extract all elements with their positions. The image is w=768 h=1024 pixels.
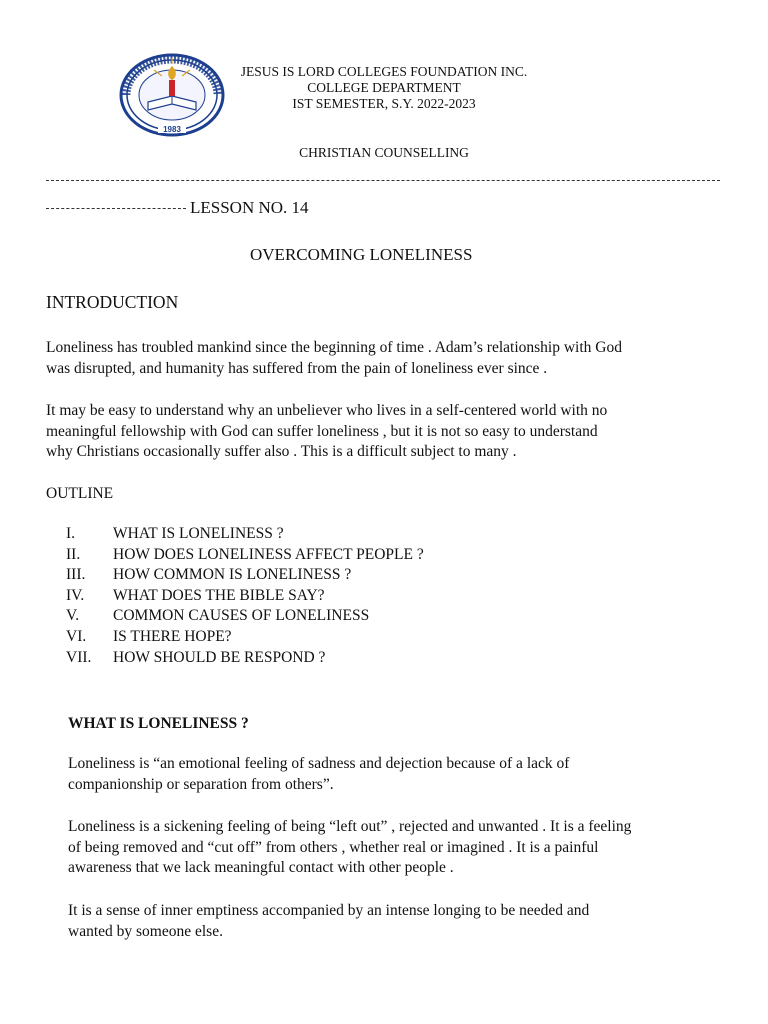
lesson-number: LESSON NO. 14: [190, 198, 309, 217]
text-line: Loneliness is “an emotional feeling of sadness and dejection because of a lack of: [68, 755, 570, 772]
definition-paragraph-1: [68, 754, 569, 795]
department-name: COLLEGE DEPARTMENT: [307, 80, 461, 95]
institution-name: JESUS IS LORD COLLEGES FOUNDATION INC.: [240, 64, 528, 79]
intro-paragraph-1: [46, 338, 622, 379]
header-divider: [46, 180, 720, 181]
definition-paragraph-3: [68, 901, 589, 942]
text-line: It may be easy to understand why an unbeliever who lives in a self-centered world with no: [46, 402, 608, 419]
text-line: was disrupted, and humanity has suffered from the pain of loneliness ever since .: [46, 359, 548, 377]
text-line: wanted by someone else.: [68, 922, 223, 940]
text-line: companionship or separation from others”.: [68, 775, 334, 793]
text-line: awareness that we lack meaningful contact with other people .: [68, 859, 454, 877]
course-name: CHRISTIAN COUNSELLING: [299, 145, 469, 160]
seal-year: 1983: [163, 125, 181, 134]
text-line: of being removed and “cut off” from others , whether real or imagined . It is a painful: [68, 838, 599, 856]
introduction-heading: INTRODUCTION: [46, 292, 179, 312]
text-line: why Christians occasionally suffer also . This is a difficult subject to many .: [46, 443, 517, 461]
section-heading: WHAT IS LONELINESS ?: [68, 715, 249, 732]
outline-heading: OUTLINE: [46, 485, 114, 502]
lesson-leader-line: [46, 208, 186, 209]
semester-label: IST SEMESTER, S.Y. 2022-2023: [292, 96, 476, 111]
definition-paragraph-2: [68, 817, 631, 879]
text-line: Loneliness has troubled mankind since the beginning of time . Adam’s relationship with God: [46, 339, 622, 356]
text-line: It is a sense of inner emptiness accompanied by an intense longing to be needed and: [68, 902, 590, 919]
text-line: meaningful fellowship with God can suffer loneliness , but it is not so easy to understand: [46, 422, 598, 440]
text-line: Loneliness is a sickening feeling of being “left out” , rejected and unwanted . It is a feeling: [68, 818, 632, 835]
lesson-title: OVERCOMING LONELINESS: [250, 245, 473, 264]
intro-paragraph-2: [46, 401, 607, 463]
